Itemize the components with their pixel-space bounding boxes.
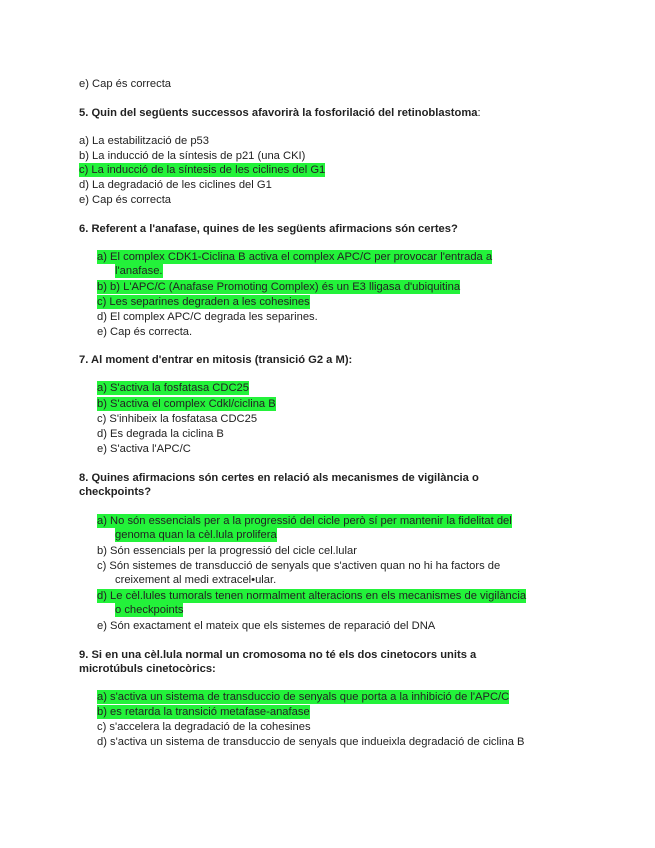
q5-answer-b: b) La inducció de la síntesis de p21 (una CKI) bbox=[79, 150, 306, 162]
q9-answer-b-highlighted: b) es retarda la transició metafase-anafase bbox=[97, 706, 310, 718]
q8-answer-b: b) Són essencials per la progressió del cicle cel.lular bbox=[97, 545, 357, 557]
question-8-title: 8. Quines afirmacions són certes en relació als mecanismes de vigilància o bbox=[79, 472, 479, 484]
prev-answer-e: e) Cap és correcta bbox=[79, 78, 172, 90]
question-9-title: 9. Si en una cèl.lula normal un cromosoma no té els dos cinetocors units a bbox=[79, 649, 477, 661]
question-9-title-continued: microtúbuls cinetocòrics: bbox=[79, 663, 216, 675]
question-7-title: 7. Al moment d'entrar en mitosis (transició G2 a M): bbox=[79, 354, 353, 366]
q8-answer-a-highlighted: a) No són essencials per a la progressió del cicle però sí per mantenir la fidelitat del bbox=[97, 515, 512, 527]
q6-answer-a-highlighted: a) El complex CDK1-Ciclina B activa el complex APC/C per provocar l'entrada a bbox=[97, 251, 493, 263]
q8-answer-e: e) Són exactament el mateix que els sistemes de reparació del DNA bbox=[97, 620, 436, 632]
q6-answer-d: d) El complex APC/C degrada les separines. bbox=[97, 311, 318, 323]
q7-answer-d: d) Es degrada la ciclina B bbox=[97, 428, 224, 440]
question-8-title-continued: checkpoints? bbox=[79, 486, 152, 498]
q6-answer-a-continued: l'anafase. bbox=[115, 265, 163, 277]
q8-answer-c-continued: creixement al medi extracel•ular. bbox=[115, 574, 277, 586]
q8-answer-c: c) Són sistemes de transducció de senyals que s'activen quan no hi ha factors de bbox=[97, 560, 501, 572]
q9-answer-c: c) s'accelera la degradació de la cohesines bbox=[97, 721, 311, 733]
q5-answer-a: a) La estabilització de p53 bbox=[79, 135, 209, 147]
q7-answer-e: e) S'activa l'APC/C bbox=[97, 443, 191, 455]
q7-answer-c: c) S'inhibeix la fosfatasa CDC25 bbox=[97, 413, 258, 425]
q6-answer-b-highlighted: b) b) L'APC/C (Anafase Promoting Complex) és un E3 lligasa d'ubiquitina bbox=[97, 281, 461, 293]
q6-answer-e: e) Cap és correcta. bbox=[97, 326, 193, 338]
q6-answer-c-highlighted: c) Les separines degraden a les cohesines bbox=[97, 296, 310, 308]
q5-answer-e: e) Cap és correcta bbox=[79, 194, 172, 206]
q9-answer-d: d) s'activa un sistema de transduccio de senyals que indueixla degradació de ciclina B bbox=[97, 736, 525, 748]
q5-answer-d: d) La degradació de les ciclines del G1 bbox=[79, 179, 272, 191]
q5-answer-c-highlighted: c) La inducció de la síntesis de les ciclines del G1 bbox=[79, 164, 326, 176]
q7-answer-b-highlighted: b) S'activa el complex Cdkl/ciclina B bbox=[97, 398, 276, 410]
q9-answer-a-highlighted: a) s'activa un sistema de transduccio de senyals que porta a la inhibició de l'APC/C bbox=[97, 691, 510, 703]
question-5-title: 5. Quin del següents successos afavorirà la fosforilació del retinoblastoma bbox=[79, 107, 478, 119]
question-5 bbox=[79, 106, 481, 120]
q8-answer-d-highlighted: d) Le cèl.lules tumorals tenen normalment alteracions en els mecanismes de vigilància bbox=[97, 590, 527, 602]
q8-answer-a-continued: genoma quan la cèl.lula prolifera bbox=[115, 529, 277, 541]
question-5-suffix: : bbox=[477, 107, 481, 119]
question-6-title: 6. Referent a l'anafase, quines de les següents afirmacions són certes? bbox=[79, 223, 458, 235]
q8-answer-d-continued: o checkpoints bbox=[115, 604, 184, 616]
q7-answer-a-highlighted: a) S'activa la fosfatasa CDC25 bbox=[97, 382, 249, 394]
